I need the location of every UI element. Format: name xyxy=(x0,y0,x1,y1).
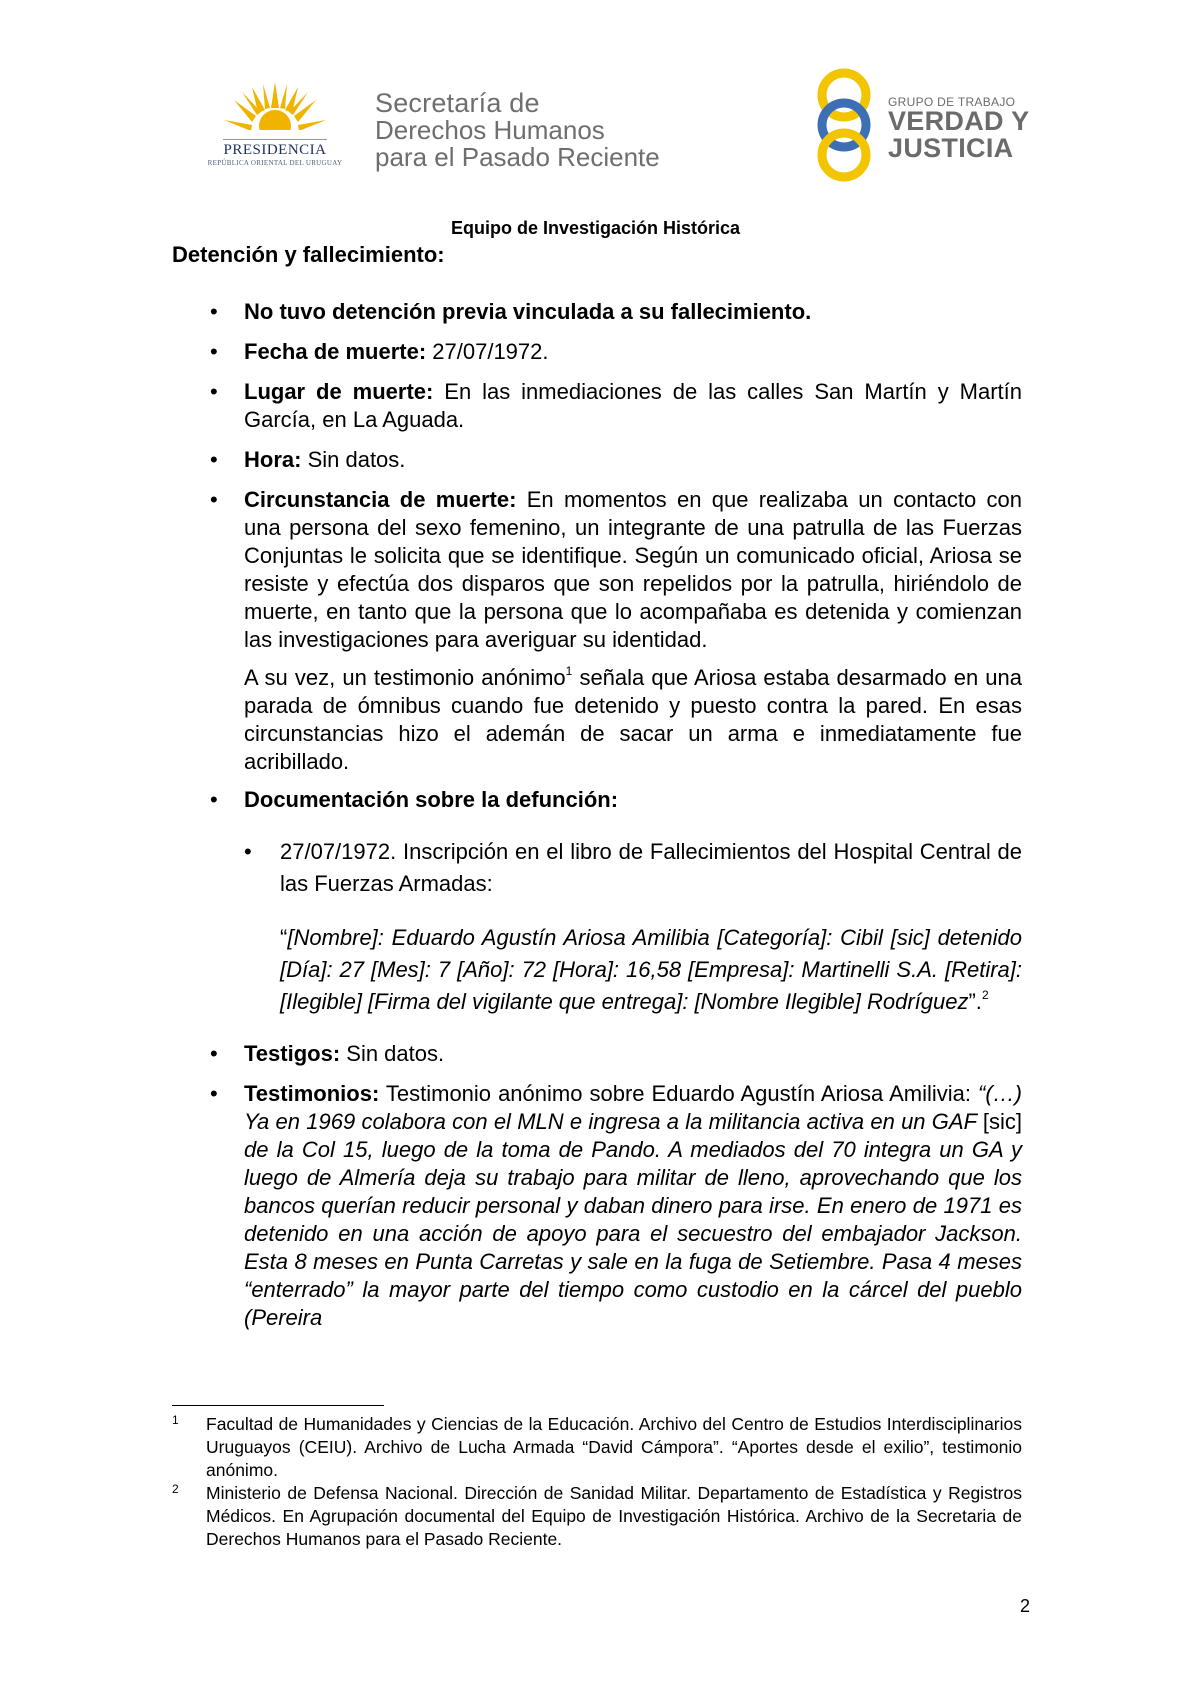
testimony-quote-2: de la Col 15, luego de la toma de Pando. A mediados del 70 integra un GA y luego de Almería deja su trabajo para militar de lleno, aprovechando que los bancos querían reducir personal y daban dinero para irse. En enero de 1971 es detenido en una acción de apoyo para el secuestro del embajador Jackson. Esta 8 meses en Punta Carretas y sale en la fuga de Setiembre. Pasa 4 meses “enterrado” la mayor parte del tiempo como custodio en la cárcel del pueblo (Pereira xyxy=(244,1137,1022,1330)
secretaria-title xyxy=(375,90,660,171)
documentation-entry: 27/07/1972. Inscripción en el libro de Fallecimientos del Hospital Central de las Fuerzas Armadas: xyxy=(280,839,1022,896)
list-item xyxy=(210,486,1023,654)
verdad-label: VERDAD Y xyxy=(888,106,1030,136)
bullet-icon: • xyxy=(210,487,218,512)
secretaria-line2: Derechos Humanos xyxy=(375,115,605,145)
documentation-label: Documentación sobre la defunción: xyxy=(244,787,619,812)
death-date-value: 27/07/1972. xyxy=(426,339,549,364)
list-item xyxy=(210,378,1022,434)
bullet-icon: • xyxy=(210,339,218,364)
grupo-trabajo-label: GRUPO DE TRABAJO xyxy=(888,95,1016,109)
circumstance-label: Circunstancia de muerte: xyxy=(244,487,517,512)
para2-end: señala que Ariosa estaba desarmado en una parada de ómnibus cuando fue detenido y puesto contra la pared. En esas circunstancias hizo el ademán de sacar un arma e inmediatamente fue acribillado. xyxy=(244,665,1022,774)
bullet-icon: • xyxy=(210,447,218,472)
list-item xyxy=(210,338,1022,366)
list-item xyxy=(210,446,1022,474)
page-header xyxy=(0,0,1191,200)
documentation-quote xyxy=(280,922,1022,1018)
bullet-icon: • xyxy=(210,299,218,324)
quote-open: “ xyxy=(280,925,288,950)
witness-value: Sin datos. xyxy=(340,1041,445,1066)
section-title: Detención y fallecimiento: xyxy=(172,242,445,267)
list-item xyxy=(210,298,1022,326)
justicia-label: JUSTICIA xyxy=(888,133,1014,163)
team-title: Equipo de Investigación Histórica xyxy=(450,218,741,238)
sub-bullet-icon: • xyxy=(244,839,252,864)
death-date-label: Fecha de muerte: xyxy=(244,339,427,364)
detention-text: No tuvo detención previa vinculada a su fallecimiento. xyxy=(244,299,812,324)
secretaria-line1: Secretaría de xyxy=(375,88,540,118)
document-body xyxy=(210,298,1023,1332)
sun-icon xyxy=(220,78,330,138)
bullet-icon: • xyxy=(210,379,218,404)
testimony-quote-1: “(…) Ya en 1969 colabora con el MLN e ingresa a la militancia activa en un GAF xyxy=(244,1081,1022,1134)
testimony-intro: Testimonio anónimo sobre Eduardo Agustín Ariosa Amilivia: xyxy=(379,1081,979,1106)
witness-label: Testigos: xyxy=(244,1041,341,1066)
footnote-number: 2 xyxy=(172,1482,179,1496)
footnote-text: Ministerio de Defensa Nacional. Dirección de Sanidad Militar. Departamento de Estadística y Registros Médicos. En Agrupación documental del Equipo de Investigación Histórica. Archivo de la Secretaria de Derechos Humanos para el Pasado Reciente. xyxy=(206,1483,1022,1549)
footnote-1 xyxy=(172,1413,1022,1482)
footnote-2 xyxy=(172,1482,1022,1551)
hour-value: Sin datos. xyxy=(301,447,406,472)
footnote-divider xyxy=(172,1405,384,1406)
footnote-ref-2: 2 xyxy=(981,987,989,1002)
footnotes xyxy=(172,1413,1022,1551)
list-item xyxy=(210,786,1022,814)
quote-close: ”. xyxy=(968,989,982,1014)
page-number: 2 xyxy=(1019,1596,1030,1616)
sub-list-item xyxy=(244,836,1022,900)
circumstance-value: En momentos en que realizaba un contacto con una persona del sexo femenino, un integrante de una patrulla de las Fuerzas Conjuntas le solicita que se identifique. Según un comunicado oficial, Ariosa se resiste y efectúa dos disparos que son repelidos por la patrulla, hiriéndolo de muerte, en tanto que la persona que lo acompañaba es detenida y comienzan las investigaciones para averiguar su identidad. xyxy=(244,487,1023,652)
circumstance-paragraph-2 xyxy=(244,664,1022,776)
presidencia-logo xyxy=(195,78,355,178)
bullet-icon: • xyxy=(210,1041,218,1066)
list-item xyxy=(210,1080,1022,1332)
hour-label: Hora: xyxy=(244,447,302,472)
quote-text: [Nombre]: Eduardo Agustín Ariosa Amilibia [Categoría]: Cibil [sic] detenido [Día]: 27 [Mes]: 7 [Año]: 72 [Hora]: 16,58 [Empresa]: Martinelli S.A. [Retira]: [Ilegible] [Firma del vigilante que entrega]: [Nombre Ilegible] Rodríguez xyxy=(280,925,1022,1014)
presidencia-subtitle: REPÚBLICA ORIENTAL DEL URUGUAY xyxy=(207,159,343,167)
presidencia-name: PRESIDENCIA xyxy=(223,139,326,159)
place-value: En las inmediaciones de las calles San Martín y Martín García, en La Aguada. xyxy=(244,379,1022,432)
footnote-number: 1 xyxy=(172,1413,179,1427)
verdad-justicia-text xyxy=(888,96,1029,162)
list-item xyxy=(210,1040,1022,1068)
footnote-ref-1: 1 xyxy=(565,663,573,678)
testimony-label: Testimonios: xyxy=(244,1081,380,1106)
bullet-icon: • xyxy=(210,787,218,812)
footnote-text: Facultad de Humanidades y Ciencias de la Educación. Archivo del Centro de Estudios Interdisciplinarios Uruguayos (CEIU). Archivo de Lucha Armada “David Cámpora”. “Aportes desde el exilio”, testimonio anónimo. xyxy=(206,1414,1022,1480)
bullet-icon: • xyxy=(210,1081,218,1106)
para2-start: A su vez, un testimonio anónimo xyxy=(244,665,566,690)
secretaria-line3: para el Pasado Reciente xyxy=(375,142,660,172)
place-label: Lugar de muerte: xyxy=(244,379,434,404)
testimony-sic: [sic] xyxy=(982,1109,1022,1134)
